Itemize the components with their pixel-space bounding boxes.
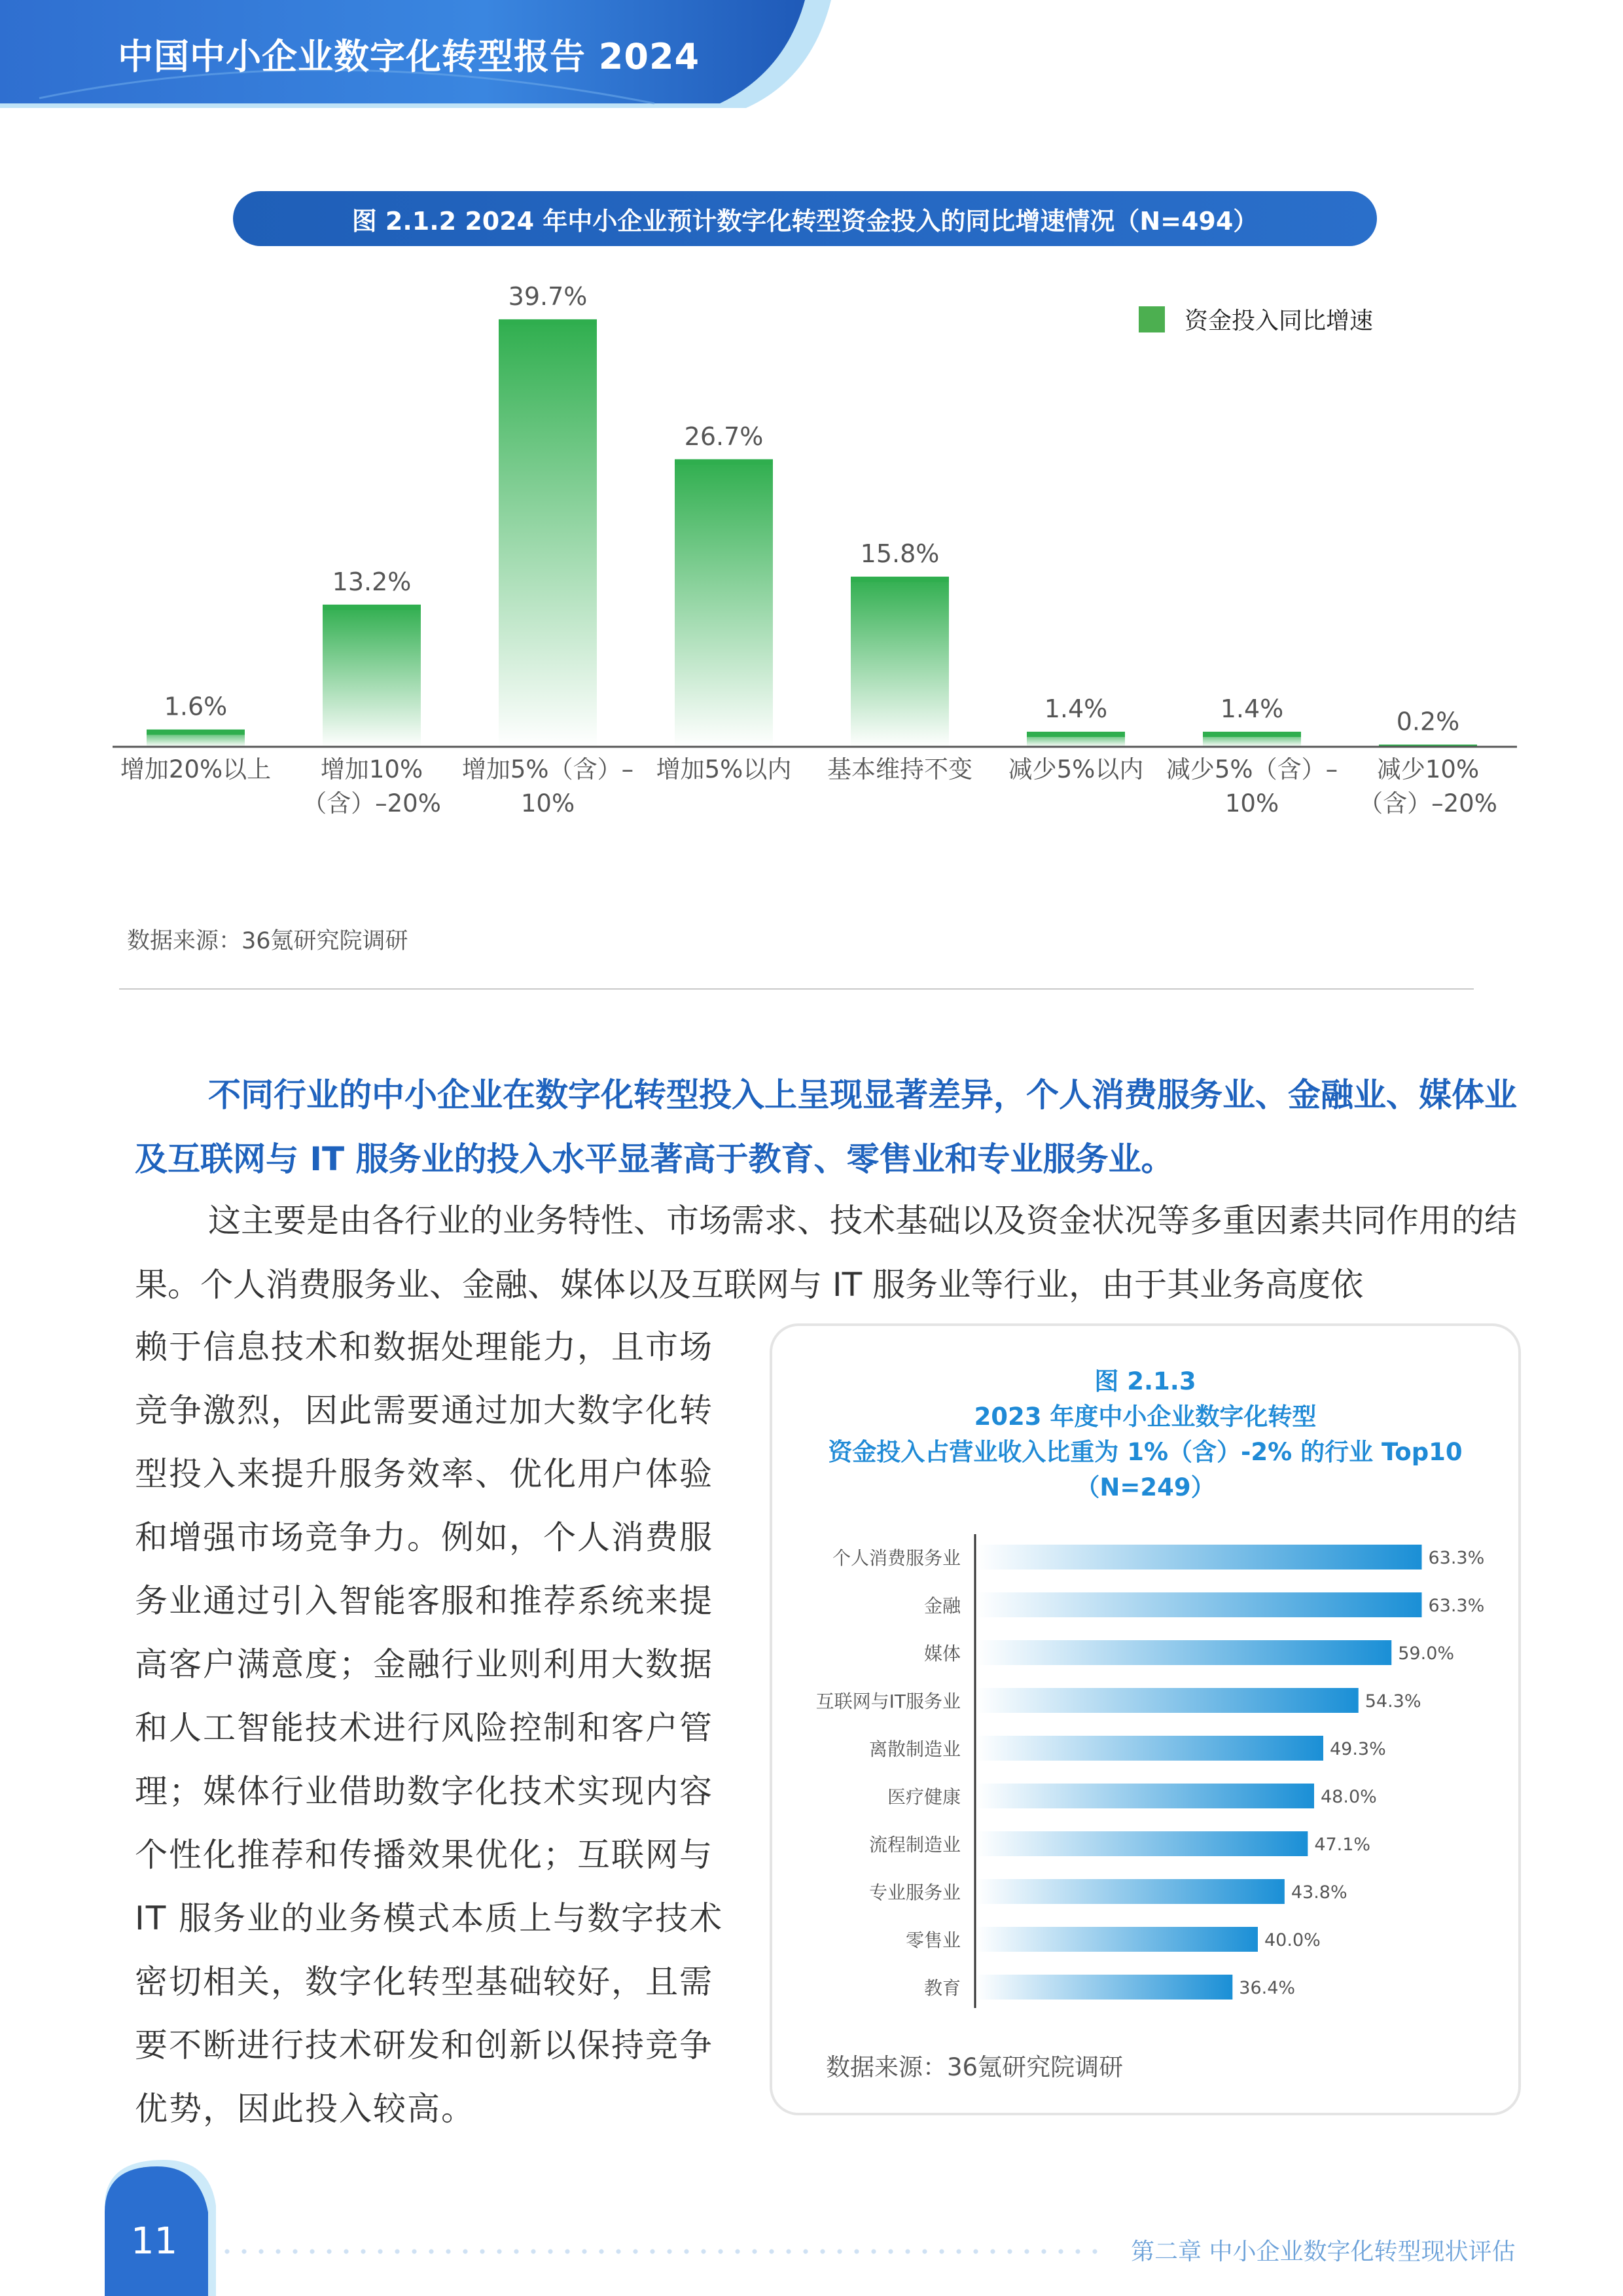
data-label: 26.7% [684, 422, 764, 451]
bar-cap [1027, 732, 1125, 737]
bar [976, 1736, 1323, 1761]
category-label: 专业服务业 [868, 1882, 961, 1903]
body-paragraph: 这主要是由各行业的业务特性、市场需求、技术基础以及资金状况等多重因素共同作用的结果。个人消费服务业、金融、媒体以及互联网与 IT 服务业等行业，由于其业务高度依 [135, 1202, 1517, 1304]
lead-paragraph: 不同行业的中小企业在数字化转型投入上呈现显著差异，个人消费服务业、金融业、媒体业及互联网与 IT 服务业的投入水平显著高于教育、零售业和专业服务业。 [135, 1076, 1517, 1178]
category-label: 增加10%（含）–20% [302, 755, 441, 817]
category-label: 减少5%以内 [1008, 755, 1144, 783]
bar-cap [147, 730, 245, 735]
bar-cap [675, 459, 773, 465]
category-label: 医疗健康 [887, 1786, 961, 1808]
category-label: 流程制造业 [868, 1834, 961, 1856]
figure-sample-size: （N=249） [1075, 1473, 1215, 1501]
data-source: 数据来源：36氪研究院调研 [127, 928, 408, 954]
figure-number: 图 2.1.3 [1094, 1367, 1196, 1395]
data-label: 48.0% [1321, 1787, 1377, 1807]
category-label: 个人消费服务业 [832, 1547, 961, 1569]
data-label: 39.7% [508, 281, 588, 311]
bar [323, 605, 421, 747]
figure-title-line: 资金投入占营业收入比重为 1%（含）-2% 的行业 Top10 [828, 1438, 1463, 1466]
bar [976, 1879, 1285, 1904]
bar [976, 1784, 1314, 1808]
bar [851, 577, 949, 747]
data-label: 1.4% [1220, 694, 1284, 723]
footer-band [0, 2160, 1623, 2296]
bar [976, 1545, 1421, 1570]
category-label: 减少5%（含）–10% [1166, 755, 1338, 817]
bar-cap [499, 319, 597, 325]
category-label: 互联网与IT服务业 [815, 1691, 961, 1712]
category-label: 媒体 [923, 1643, 961, 1664]
data-label: 43.8% [1291, 1882, 1347, 1903]
bar [976, 1592, 1421, 1617]
figure-title: 图 2.1.2 2024 年中小企业预计数字化转型资金投入的同比增速情况（N=494） [233, 191, 1377, 246]
category-label: 增加5%（含）–10% [461, 755, 634, 817]
data-source: 数据来源：36氪研究院调研 [826, 2053, 1124, 2081]
bar [499, 319, 597, 747]
bar [976, 1688, 1359, 1713]
data-label: 36.4% [1239, 1978, 1296, 1998]
data-label: 13.2% [332, 567, 412, 596]
divider [119, 988, 1474, 990]
chapter-label: 第二章 中小企业数字化转型现状评估 [1131, 2238, 1516, 2265]
bar [976, 1927, 1258, 1952]
industry-bar-chart [772, 1518, 1518, 2016]
report-title: 中国中小企业数字化转型报告 2024 [118, 36, 700, 77]
data-label: 1.4% [1044, 694, 1108, 723]
category-label: 金融 [923, 1595, 961, 1617]
data-label: 15.8% [860, 539, 940, 569]
data-label: 0.2% [1396, 707, 1460, 736]
data-label: 63.3% [1428, 1548, 1485, 1568]
bar-cap [1203, 732, 1301, 737]
category-label: 教育 [923, 1977, 961, 1999]
bar [675, 459, 773, 747]
data-label: 63.3% [1428, 1596, 1485, 1616]
category-label: 零售业 [905, 1929, 961, 1951]
data-label: 49.3% [1329, 1739, 1386, 1759]
category-label: 离散制造业 [868, 1738, 961, 1760]
bar [976, 1975, 1232, 2000]
body-paragraph-continued: 赖于信息技术和数据处理能力，且市场竞争激烈，因此需要通过加大数字化转型投入来提升服务效率、优化用户体验和增强市场竞争力。例如，个人消费服务业通过引入智能客服和推荐系统来提高客户满意度；金融行业则利用大数据和人工智能技术进行风险控制和客户管理；媒体行业借助数字化技术实现内容个性化推荐和传播效果优化；互联网与 IT 服务业的业务模式本质上与数字技术密切相关，数字化转型基础较好，且需要不断进行技术研发和创新以保持竞争优势，因此投入较高。 [135, 1328, 724, 2128]
bar-cap [851, 577, 949, 582]
data-label: 40.0% [1264, 1930, 1321, 1950]
category-label: 增加20%以上 [120, 755, 272, 783]
bar [976, 1640, 1391, 1665]
legend-label: 资金投入同比增速 [1185, 308, 1374, 334]
footer-dots [219, 2249, 1109, 2254]
data-label: 47.1% [1314, 1835, 1371, 1855]
bar [976, 1831, 1308, 1856]
data-label: 59.0% [1398, 1643, 1455, 1664]
category-label: 增加5%以内 [656, 755, 792, 783]
category-label: 减少10%（含）–20% [1359, 755, 1497, 817]
bar-cap [323, 605, 421, 610]
page-number: 11 [131, 2220, 178, 2263]
category-label: 基本维持不变 [827, 755, 972, 783]
figure-title-line: 2023 年度中小企业数字化转型 [974, 1403, 1317, 1431]
data-label: 1.6% [164, 692, 228, 721]
data-label: 54.3% [1364, 1691, 1421, 1712]
